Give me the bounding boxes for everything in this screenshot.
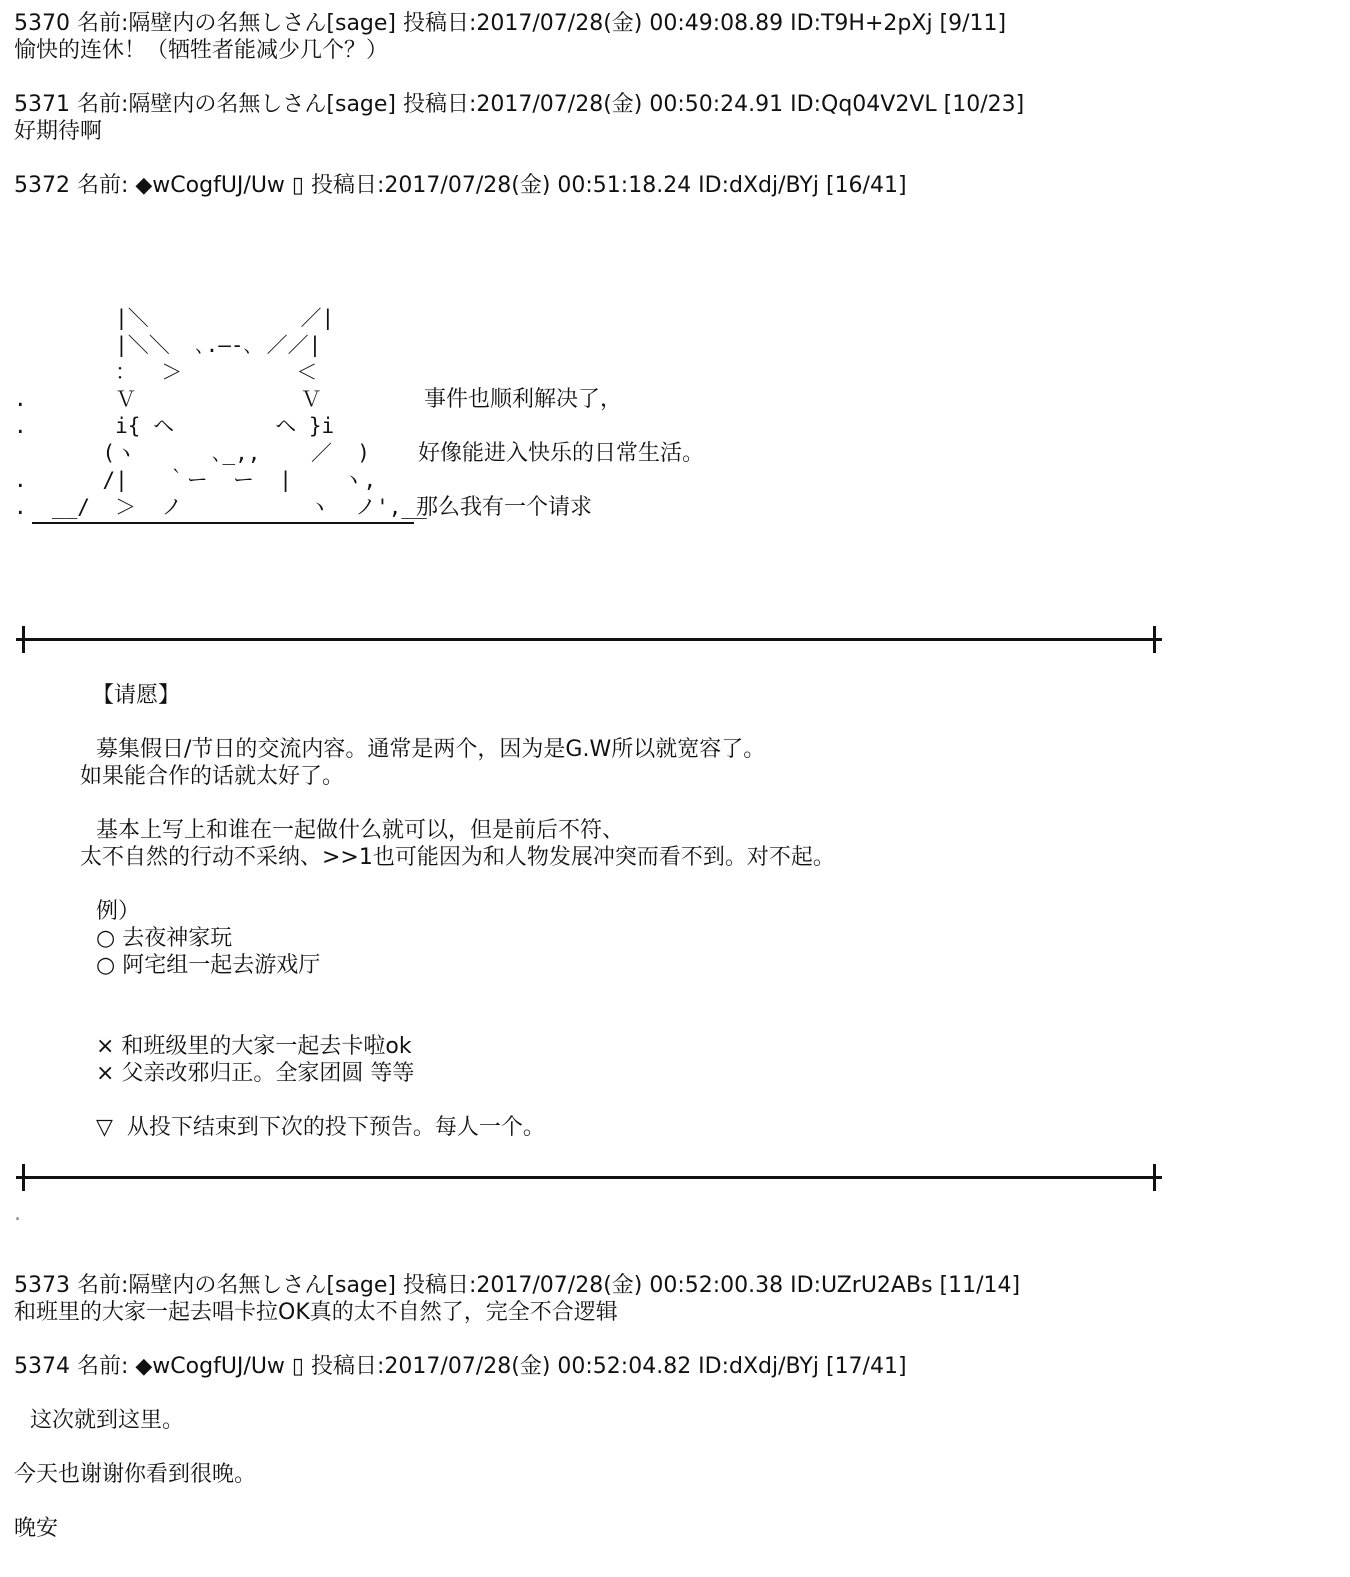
divider-bottom	[16, 1176, 1162, 1179]
ascii-art-line: (ヽ ､_,, ／ )	[14, 441, 370, 465]
example-ok: ○ 阿宅组一起去游戏厅	[96, 953, 321, 978]
post-body-5373: 和班里的大家一起去唱卡拉OK真的太不自然了，完全不合逻辑	[14, 1300, 618, 1325]
ascii-art-line: . Ｖ Ｖ	[14, 387, 322, 411]
ascii-art-line: |＼ ／|	[14, 306, 335, 330]
request-title: 【请愿】	[92, 683, 181, 708]
ascii-art-ground-line	[32, 522, 414, 524]
post-header-5370: 5370 名前:隔壁内の名無しさん[sage] 投稿日:2017/07/28(金) 00:49:08.89 ID:T9H+2pXj [9/11]	[14, 11, 1007, 36]
request-line: 如果能合作的话就太好了。	[80, 764, 345, 789]
ascii-art-line: . i{ ヘ ヘ }i	[14, 414, 335, 438]
closing-line-2: 今天也谢谢你看到很晚。	[14, 1462, 257, 1487]
post-body-5371: 好期待啊	[14, 119, 103, 144]
closing-line-1: 这次就到这里。	[30, 1408, 185, 1433]
example-label: 例）	[96, 899, 141, 924]
post-header-5374: 5374 名前: ◆wCogfUJ/Uw ▯ 投稿日:2017/07/28(金) 00:52:04.82 ID:dXdj/BYj [17/41]	[14, 1354, 907, 1379]
request-line: 太不自然的行动不采纳、>>1也可能因为和人物发展冲突而看不到。对不起。	[80, 845, 835, 870]
example-ng: × 和班级里的大家一起去卡啦ok	[96, 1034, 412, 1059]
dialogue-line-2: 好像能进入快乐的日常生活。	[418, 441, 705, 466]
request-deadline: ▽ 从投下结束到下次的投下预告。每人一个。	[96, 1115, 545, 1140]
dialogue-line-1: 事件也顺利解决了，	[424, 387, 623, 412]
dialogue-line-3: 那么我有一个请求	[416, 495, 593, 520]
post-body-5370: 愉快的连休！（牺牲者能减少几个？）	[14, 38, 389, 63]
closing-line-3: 晚安	[14, 1516, 59, 1541]
stray-dot: .	[14, 1201, 21, 1226]
ascii-art-line: ： ＞ ＜	[14, 360, 318, 384]
post-header-5372: 5372 名前: ◆wCogfUJ/Uw ▯ 投稿日:2017/07/28(金) 00:51:18.24 ID:dXdj/BYj [16/41]	[14, 173, 907, 198]
request-line: 基本上写上和谁在一起做什么就可以，但是前后不符、	[96, 818, 625, 843]
ascii-art-line: . /| ｀ー ー | ヽ,	[14, 468, 377, 492]
post-header-5373: 5373 名前:隔壁内の名無しさん[sage] 投稿日:2017/07/28(金) 00:52:00.38 ID:UZrU2ABs [11/14]	[14, 1273, 1021, 1298]
post-header-5371: 5371 名前:隔壁内の名無しさん[sage] 投稿日:2017/07/28(金) 00:50:24.91 ID:Qq04V2VL [10/23]	[14, 92, 1025, 117]
request-line: 募集假日/节日的交流内容。通常是两个，因为是G.W所以就宽容了。	[96, 737, 766, 762]
example-ok: ○ 去夜神家玩	[96, 926, 233, 951]
divider-top	[16, 638, 1162, 641]
ascii-art-line: |＼＼ ､.―-､ ／／|	[14, 333, 322, 357]
ascii-art-line: . __/ ＞ ノ ヽ ノ',__	[14, 495, 427, 519]
example-ng: × 父亲改邪归正。全家团圆 等等	[96, 1061, 415, 1086]
